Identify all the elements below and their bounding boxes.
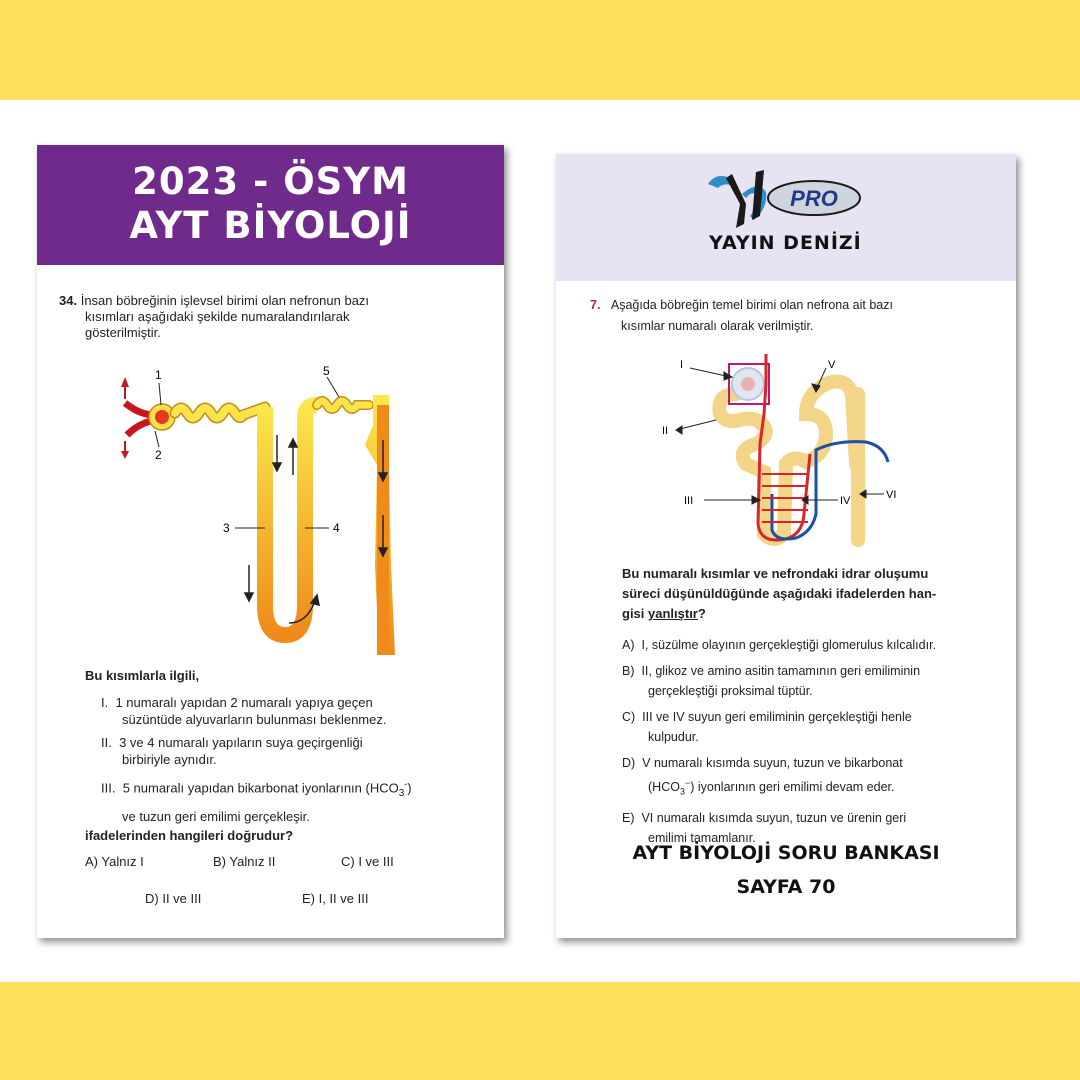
label-III: III [684,495,694,507]
option-text: emilimi tamamlanır. [648,830,756,845]
osym-question-card [37,145,504,938]
question-number: 34. [59,293,78,308]
question-stem [59,293,369,341]
top-yellow-band [0,0,1080,100]
options-list [622,635,1012,848]
option-text: VI numaralı kısımda suyun, tuzun ve ürenin geri [641,810,907,825]
option-d[interactable]: D) II ve III [145,891,202,906]
option-letter: A) [622,638,635,652]
page-number: SAYFA 70 [736,876,836,898]
label-1: 1 [155,368,162,382]
option-e[interactable]: E) I, II ve III [302,891,369,906]
subscript: 3 [679,786,685,797]
question-prompt [622,564,936,624]
label-3: 3 [223,521,230,535]
label-IV: IV [840,495,851,507]
option-d[interactable] [622,753,1012,802]
nephron-diagram [662,354,906,564]
question-prompt: ifadelerinden hangileri doğrudur? [85,828,294,843]
stem-line: Aşağıda böbreğin temel birimi olan nefrona ait bazı [610,298,893,312]
label-2: 2 [155,448,162,462]
label-4: 4 [333,521,340,535]
statement-text: 1 numaralı yapıdan 2 numaralı yapıya geçen [115,695,373,710]
option-c[interactable] [622,707,1012,747]
underlined-keyword: yanlıştır [648,606,698,621]
header-title-line2: AYT BİYOLOJİ [129,204,412,247]
option-text: gerçekleştiği proksimal tüptür. [648,684,813,698]
option-letter: C) [622,710,636,724]
stem-line: kısımlar numaralı olarak verilmiştir. [621,319,814,333]
publisher-question-card [556,154,1016,938]
prompt-line: Bu numaralı kısımlar ve nefrondaki idrar oluşumu [622,566,929,581]
label-5: 5 [323,364,330,378]
option-letter: B) [622,664,635,678]
option-text: ) iyonlarının geri emilimi devam eder. [690,780,895,795]
statement-text: 3 ve 4 numaralı yapıların suya geçirgenliği [119,735,363,750]
statement-text: ) [407,780,412,796]
book-title: AYT BİYOLOJİ SORU BANKASI [632,842,940,864]
option-text: I, süzülme olayının gerçekleştiği glomerulus kılcalıdır. [641,638,937,652]
stem-line: İnsan böbreğinin işlevsel birimi olan nefronun bazı [80,293,370,308]
publisher-name: YAYIN DENİZİ [709,232,862,254]
prompt-line: gisi [622,606,649,621]
option-letter: D) [622,756,636,770]
statement-II [101,734,363,768]
publisher-header [556,154,1016,281]
statement-III [101,776,412,825]
logo-pro-text: PRO [790,186,838,211]
option-letter: E) [622,810,635,825]
superscript: − [684,778,691,788]
statement-I [101,694,386,728]
option-b[interactable]: B) Yalnız II [213,854,276,869]
statement-text: 5 numaralı yapıdan bikarbonat iyonlarının (HCO [122,780,399,796]
prompt-line: süreci düşünüldüğünde aşağıdaki ifadelerden han- [622,586,937,601]
option-b[interactable] [622,661,1012,701]
statement-text: ve tuzun geri emilimi gerçekleşir. [122,808,310,824]
header-title-line1: 2023 - ÖSYM [132,160,409,203]
statement-numeral: II. [101,735,112,750]
option-a[interactable] [622,635,1012,655]
question-number: 7. [590,298,601,312]
option-text: (HCO [648,780,680,795]
option-text: V numaralı kısımda suyun, tuzun ve bikarbonat [642,756,903,770]
stem-line: kısımları aşağıdaki şekilde numaralandırılarak [85,309,350,324]
statement-text: birbiriyle aynıdır. [122,752,217,767]
label-I: I [680,359,684,371]
nephron-diagram [107,365,397,655]
label-VI: VI [886,489,897,501]
option-text: kulpudur. [648,730,699,744]
stem-line: gösterilmiştir. [85,325,161,340]
label-V: V [828,359,836,371]
publisher-logo-icon [706,164,866,234]
question-stem [590,295,893,337]
left-header-banner [37,145,504,265]
statement-text: süzüntüde alyuvarların bulunması beklenmez. [122,712,387,727]
statements-intro: Bu kısımlarla ilgili, [85,668,200,683]
bottom-yellow-band [0,982,1080,1080]
option-text: II, glikoz ve amino asitin tamamının geri emiliminin [641,664,921,678]
option-text: III ve IV suyun geri emiliminin gerçekleştiği henle [642,710,912,724]
statement-numeral: I. [101,695,109,710]
superscript: - [404,779,408,789]
option-a[interactable]: A) Yalnız I [85,854,144,869]
subscript: 3 [398,787,405,799]
prompt-line: ? [697,606,706,621]
option-c[interactable]: C) I ve III [341,854,394,869]
statement-numeral: III. [101,780,116,796]
label-II: II [662,425,669,437]
